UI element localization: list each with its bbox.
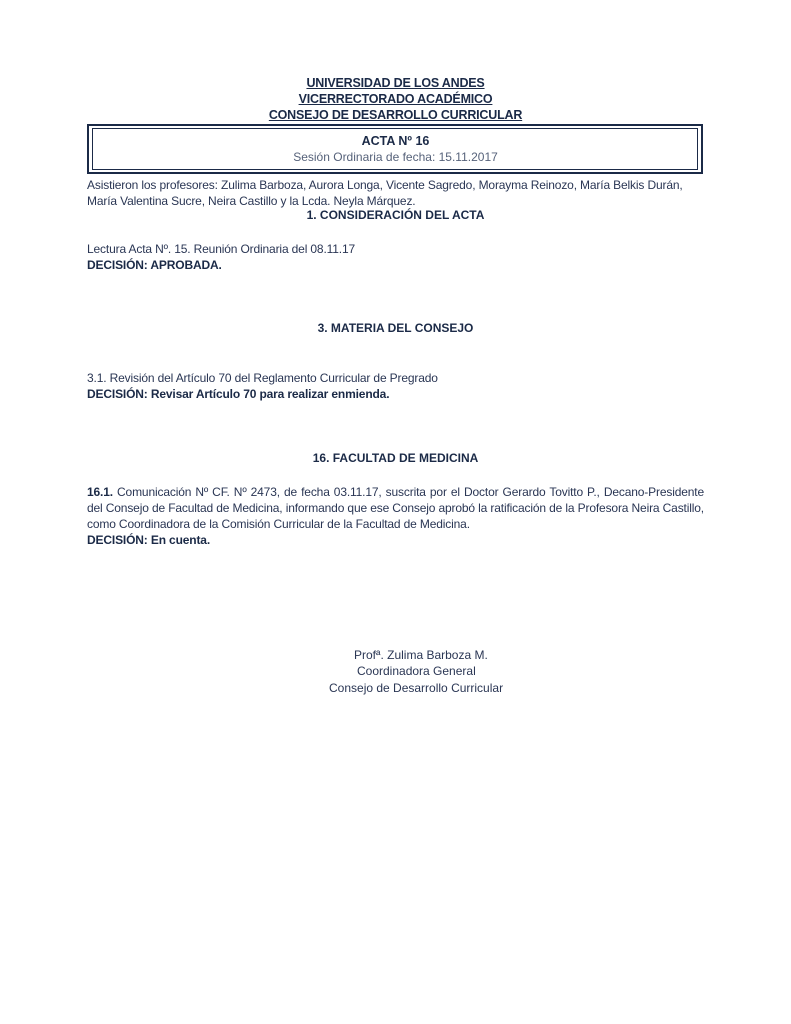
attendees-line-1: Asistieron los profesores: Zulima Barboza, Aurora Longa, Vicente Sagredo, Morayma Reinozo, María Belkis Durán,	[87, 178, 683, 192]
header-vicerrectorado: VICERRECTORADO ACADÉMICO	[298, 92, 493, 106]
section-3-decision	[87, 386, 707, 402]
section-1-item: Lectura Acta Nº. 15. Reunión Ordinaria del 08.11.17	[87, 242, 356, 256]
signature-role: Coordinadora General	[357, 664, 476, 678]
session-date: Sesión Ordinaria de fecha: 15.11.2017	[293, 150, 498, 164]
signature-name: Profª. Zulima Barboza M.	[354, 648, 488, 662]
section-3-decision-text: Revisar Artículo 70 para realizar enmienda.	[147, 387, 390, 401]
section-3-item: 3.1. Revisión del Artículo 70 del Reglamento Curricular de Pregrado	[87, 371, 438, 385]
section-3-decision-label: DECISIÓN:	[87, 387, 148, 401]
section-3-title: 3. MATERIA DEL CONSEJO	[317, 321, 474, 335]
section-1-title: 1. CONSIDERACIÓN DEL ACTA	[306, 208, 485, 222]
section-16-title: 16. FACULTAD DE MEDICINA	[312, 451, 479, 465]
section-16-item-text: Comunicación Nº CF. Nº 2473, de fecha 03.11.17, suscrita por el Doctor Gerardo Tovitto P., Decano-Presidente del Consejo de Facultad de Medicina, informando que ese Consejo aprobó la ratificación de la Profesora Neira Castillo, como Coordinadora de la Comisión Curricular de la Facultad de Medicina.	[87, 485, 704, 531]
section-16-decision	[87, 532, 707, 548]
section-16-decision-label: DECISIÓN:	[87, 533, 148, 547]
section-1-decision: DECISIÓN: APROBADA.	[87, 258, 222, 272]
header-consejo: CONSEJO DE DESARROLLO CURRICULAR	[268, 108, 523, 122]
section-16-item	[87, 484, 704, 532]
acta-number: ACTA Nº 16	[361, 134, 430, 148]
header-university: UNIVERSIDAD DE LOS ANDES	[306, 76, 485, 90]
attendees-line-2: María Valentina Sucre, Neira Castillo y la Lcda. Neyla Márquez.	[87, 194, 416, 208]
section-16-item-number: 16.1.	[87, 485, 113, 499]
signature-body: Consejo de Desarrollo Curricular	[329, 681, 504, 695]
section-16-decision-text: En cuenta.	[147, 533, 211, 547]
